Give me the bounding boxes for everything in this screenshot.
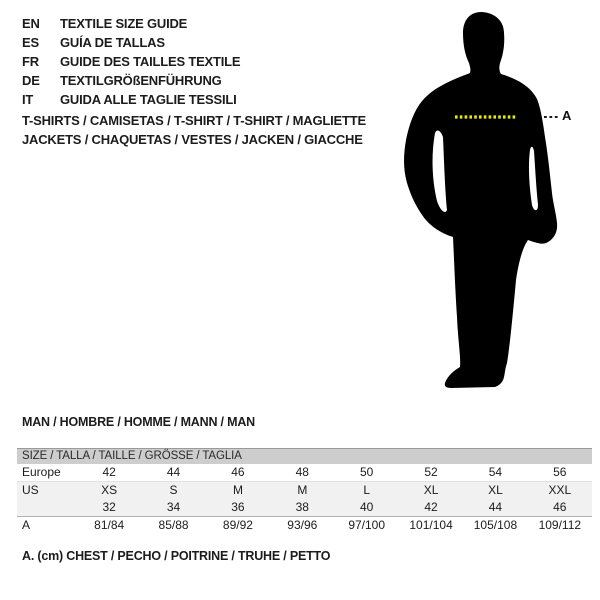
table-cell: 40	[360, 500, 374, 514]
table-cell: 44	[488, 500, 503, 514]
table-cell: 97/100	[348, 518, 386, 532]
table-row-chest-cm	[17, 516, 592, 534]
table-cell: L	[363, 483, 371, 497]
table-cell: 42	[424, 500, 438, 514]
language-row	[22, 71, 240, 90]
table-cell: 46	[231, 465, 245, 479]
language-code: ES	[22, 35, 39, 50]
language-row	[22, 90, 240, 109]
language-label: TEXTILGRÖßENFÜHRUNG	[60, 73, 222, 88]
table-cell: 105/108	[473, 518, 518, 532]
row-label: US	[22, 483, 39, 497]
table-cell: 46	[553, 500, 567, 514]
table-cell: 38	[295, 500, 309, 514]
category-line-jackets: JACKETS / CHAQUETAS / VESTES / JACKEN / GIACCHE	[22, 132, 363, 147]
table-cell: M	[232, 483, 243, 497]
table-cell: 85/88	[158, 518, 189, 532]
row-label: Europe	[22, 465, 61, 479]
language-label: GUIDA ALLE TAGLIE TESSILI	[60, 92, 237, 107]
table-cell: 101/104	[409, 518, 453, 532]
table-cell: XS	[101, 483, 118, 497]
language-label: GUÍA DE TALLAS	[60, 35, 165, 50]
row-label	[17, 499, 77, 516]
size-table-header: SIZE / TALLA / TAILLE / GRÖSSE / TAGLIA	[17, 448, 592, 464]
language-label: TEXTILE SIZE GUIDE	[60, 16, 188, 31]
table-cell: 52	[424, 465, 438, 479]
table-cell: 54	[488, 465, 503, 479]
row-label: A	[22, 518, 31, 532]
table-cell: 48	[295, 465, 309, 479]
language-label: GUIDE DES TAILLES TEXTILE	[60, 54, 241, 69]
language-code: IT	[22, 92, 34, 107]
category-line-tshirts: T-SHIRTS / CAMISETAS / T-SHIRT / T-SHIRT / MAGLIETTE	[22, 113, 366, 128]
size-table	[17, 448, 592, 534]
man-silhouette-figure	[395, 5, 595, 395]
table-cell: 56	[553, 465, 567, 479]
category-lines	[22, 111, 366, 149]
table-cell: 44	[166, 465, 181, 479]
language-row	[22, 52, 240, 71]
section-title: MAN / HOMBRE / HOMME / MANN / MAN	[22, 415, 255, 429]
table-cell: XL	[423, 483, 439, 497]
table-cell: 32	[102, 500, 116, 514]
language-code: FR	[22, 54, 39, 69]
table-cell: 34	[166, 500, 181, 514]
language-code: DE	[22, 73, 40, 88]
table-cell: 109/112	[538, 518, 582, 532]
table-cell: 42	[102, 465, 116, 479]
man-silhouette	[404, 12, 557, 388]
table-cell: XL	[488, 483, 503, 497]
table-cell: 93/96	[287, 518, 318, 532]
table-cell: 81/84	[94, 518, 125, 532]
table-cell: 50	[360, 465, 374, 479]
table-cell: M	[297, 483, 308, 497]
table-row-numeric	[17, 499, 592, 516]
language-row	[22, 33, 240, 52]
language-row	[22, 14, 240, 33]
table-row-us	[17, 482, 592, 499]
table-cell: XXL	[548, 483, 572, 497]
table-row-europe	[17, 464, 592, 482]
language-code: EN	[22, 16, 40, 31]
measure-label-a: A	[562, 108, 572, 123]
language-list	[22, 14, 240, 109]
table-cell: 36	[231, 500, 245, 514]
table-cell: S	[169, 483, 178, 497]
table-cell: 89/92	[222, 518, 253, 532]
footnote: A. (cm) CHEST / PECHO / POITRINE / TRUHE / PETTO	[22, 549, 331, 563]
man-silhouette-svg	[395, 5, 595, 395]
